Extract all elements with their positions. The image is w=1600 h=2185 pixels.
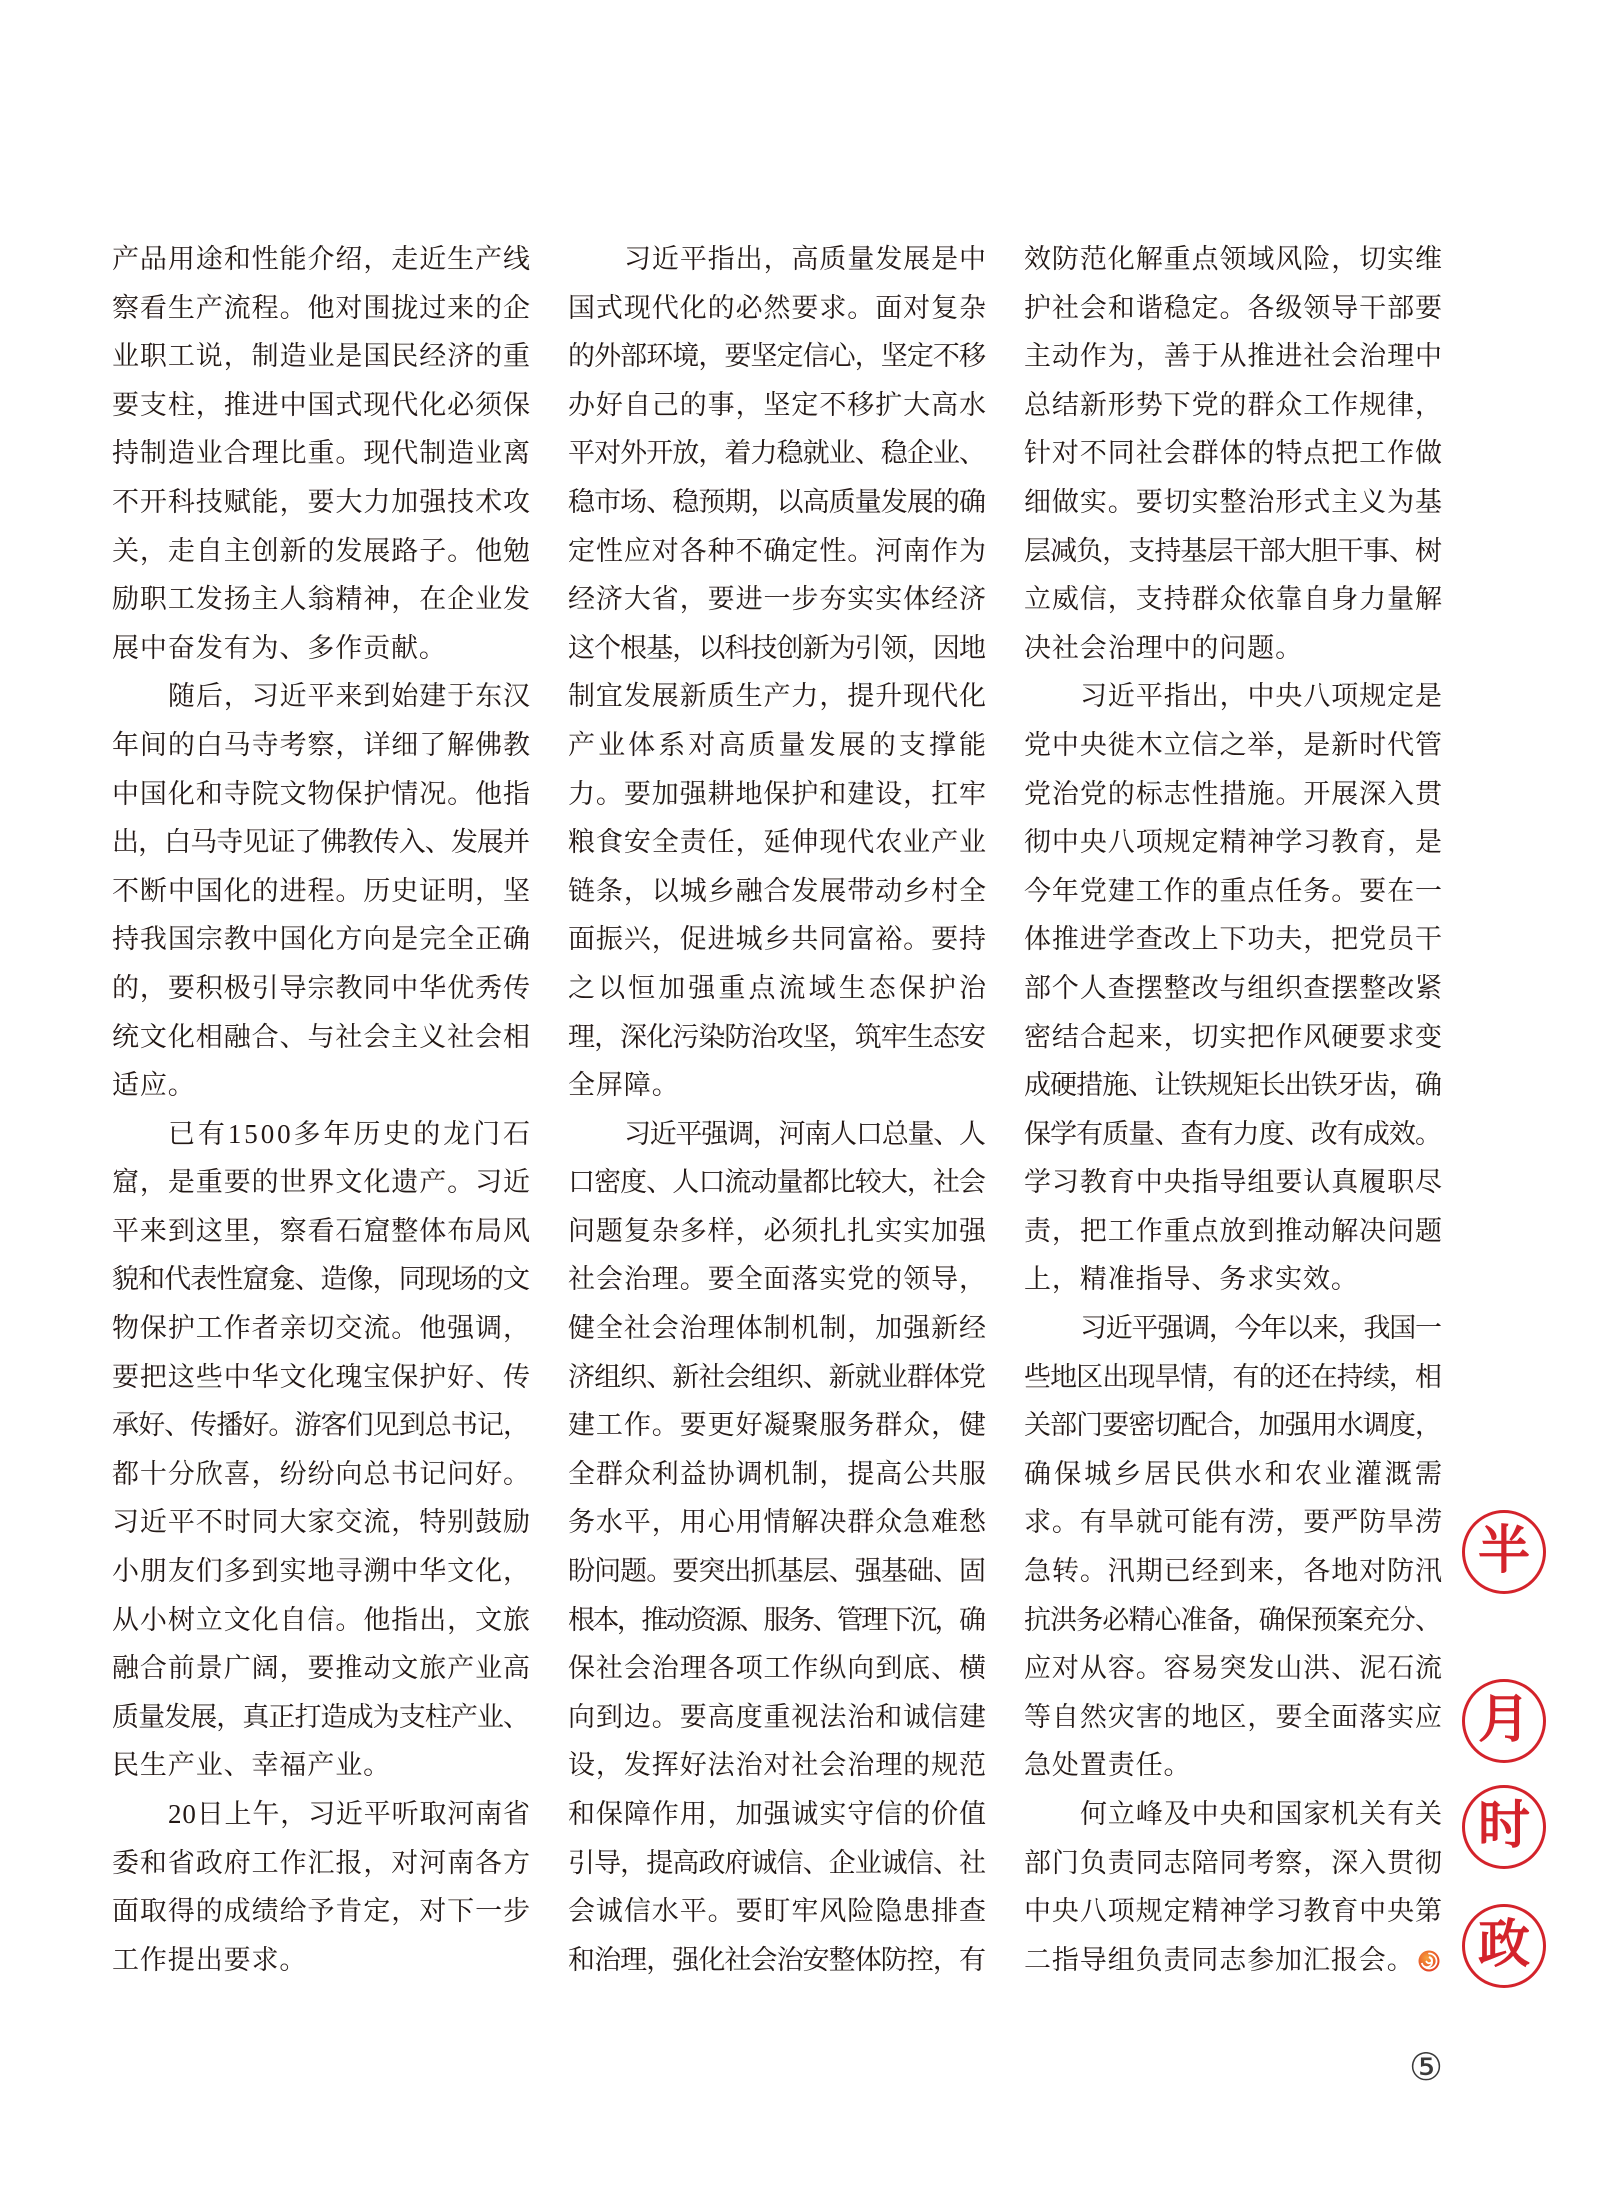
text-line: 出，白马寺见证了佛教传入、发展并	[112, 827, 530, 858]
paragraph	[568, 1110, 986, 1985]
text-line: 效防范化解重点领域风险，切实维	[1024, 244, 1443, 274]
text-line: 产品用途和性能介绍，走近生产线	[112, 244, 531, 274]
text-line: 持制造业合理比重。现代制造业离	[112, 438, 531, 469]
text-line: 党中央徙木立信之举，是新时代管	[1024, 729, 1443, 760]
text-line: 的外部环境，要坚定信心，坚定不移	[568, 341, 986, 372]
text-line: 向到边。要高度重视法治和诚信建	[568, 1701, 987, 1732]
text-line: 针对不同社会群体的特点把工作做	[1024, 438, 1443, 469]
text-line: 年间的白马寺考察，详细了解佛教	[112, 729, 531, 760]
text-line: 面取得的成绩给予肯定，对下一步	[112, 1896, 531, 1927]
text-line: 保学有质量、查有力度、改有成效。	[1024, 1118, 1442, 1149]
text-line: 窟，是重要的世界文化遗产。习近	[112, 1167, 531, 1198]
text-line: 要把这些中华文化瑰宝保护好、传	[112, 1361, 531, 1392]
text-line: 等自然灾害的地区，要全面落实应	[1024, 1701, 1443, 1732]
text-line: 求。有旱就可能有涝，要严防旱涝	[1024, 1507, 1443, 1538]
text-line: 务水平，用心用情解决群众急难愁	[568, 1507, 987, 1538]
text-line: 励职工发扬主人翁精神，在企业发	[112, 584, 531, 615]
text-line: 业职工说，制造业是国民经济的重	[112, 341, 531, 372]
text-line: 定性应对各种不确定性。河南作为	[568, 535, 987, 566]
paragraph	[568, 235, 990, 1110]
text-line: 关，走自主创新的发展路子。他勉	[112, 535, 531, 566]
text-line: 要支柱，推进中国式现代化必须保	[112, 389, 531, 420]
text-line: 体推进学查改上下功夫，把党员干	[1024, 924, 1443, 955]
text-line: 经济大省，要进一步夯实实体经济	[568, 584, 987, 615]
text-line: 上，精准指导、务求实效。	[1024, 1264, 1359, 1295]
text-line: 抗洪务必精心准备，确保预案充分、	[1024, 1604, 1442, 1635]
text-line: 彻中央八项规定精神学习教育，是	[1024, 827, 1443, 858]
text-line: 问题复杂多样，必须扎扎实实加强	[568, 1215, 987, 1246]
text-line: 责，把工作重点放到推动解决问题	[1024, 1215, 1443, 1246]
text-line: 粮食安全责任，延伸现代农业产业	[568, 827, 987, 858]
section-label	[1462, 0, 1546, 2185]
text-line: 理，深化污染防治攻坚，筑牢生态安	[568, 1021, 986, 1052]
text-line: 保社会治理各项工作纵向到底、横	[568, 1653, 987, 1684]
text-line: 国式现代化的必然要求。面对复杂	[568, 292, 987, 323]
text-line: 急处置责任。	[1024, 1750, 1192, 1781]
paragraph	[1024, 1790, 1442, 1984]
text-line: 工作提出要求。	[112, 1944, 308, 1975]
text-line: 习近平指出，高质量发展是中	[624, 244, 987, 274]
text-line: 察看生产流程。他对围拢过来的企	[112, 292, 531, 323]
text-line: 适应。	[112, 1070, 196, 1101]
text-line: 今年党建工作的重点任务。要在一	[1024, 875, 1443, 906]
text-line: 统文化相融合、与社会主义社会相	[112, 1021, 531, 1052]
text-line: 20日上午，习近平听取河南省	[168, 1799, 531, 1829]
text-line: 护社会和谐稳定。各级领导干部要	[1024, 292, 1443, 323]
text-line: 细做实。要切实整治形式主义为基	[1024, 486, 1443, 517]
paragraph	[112, 235, 530, 672]
text-column-1	[112, 235, 533, 1984]
text-line: 全群众利益协调机制，提高公共服	[568, 1458, 987, 1489]
text-line: 济组织、新社会组织、新就业群体党	[568, 1361, 986, 1392]
text-column-3	[1024, 235, 1446, 1984]
text-line: 不开科技赋能，要大力加强技术攻	[112, 486, 531, 517]
text-line: 社会治理。要全面落实党的领导，	[568, 1264, 987, 1295]
text-line: 中国化和寺院文物保护情况。他指	[112, 778, 531, 809]
text-line: 都十分欣喜，纷纷向总书记问好。	[112, 1458, 531, 1489]
text-line: 貌和代表性窟龛、造像，同现场的文	[112, 1264, 530, 1295]
text-line: 办好自己的事，坚定不移扩大高水	[568, 389, 987, 420]
text-line: 何立峰及中央和国家机关有关	[1080, 1799, 1443, 1829]
text-line: 面振兴，促进城乡共同富裕。要持	[568, 924, 987, 955]
paragraph	[1024, 672, 1442, 1304]
text-line: 学习教育中央指导组要认真履职尽	[1024, 1167, 1443, 1198]
paragraph	[112, 1110, 533, 1790]
text-line: 习近平强调，河南人口总量、人	[624, 1118, 985, 1149]
end-mark-icon	[1417, 1949, 1441, 1973]
text-line: 物保护工作者亲切交流。他强调，	[112, 1313, 531, 1344]
text-line: 民生产业、幸福产业。	[112, 1750, 391, 1781]
text-line: 建工作。要更好凝聚服务群众，健	[568, 1410, 987, 1441]
text-line: 部门负责同志陪同考察，深入贯彻	[1024, 1847, 1443, 1878]
text-line: 随后，习近平来到始建于东汉	[168, 681, 531, 712]
section-label-char: 时	[1462, 1785, 1546, 1869]
page-number: ⑤	[1408, 2045, 1444, 2089]
text-line: 健全社会治理体制机制，加强新经	[568, 1313, 987, 1344]
text-line: 融合前景广阔，要推动文旅产业高	[112, 1653, 531, 1684]
text-line: 成硬措施、让铁规矩长出铁牙齿，确	[1024, 1070, 1442, 1101]
section-label-char: 政	[1462, 1904, 1546, 1988]
text-line: 会诚信水平。要盯牢风险隐患排查	[568, 1896, 987, 1927]
text-line: 部个人查摆整改与组织查摆整改紧	[1024, 972, 1443, 1003]
text-line	[1024, 1936, 1442, 1985]
text-column-2	[568, 235, 990, 1984]
text-line: 委和省政府工作汇报，对河南各方	[112, 1847, 531, 1878]
paragraph	[1024, 1304, 1446, 1790]
text-line: 立威信，支持群众依靠自身力量解	[1024, 584, 1443, 615]
text-line: 承好、传播好。游客们见到总书记，	[112, 1410, 530, 1441]
text-line: 主动作为，善于从推进社会治理中	[1024, 341, 1443, 372]
text-line: 盼问题。要突出抓基层、强基础、固	[568, 1556, 986, 1587]
text-line: 急转。汛期已经到来，各地对防汛	[1024, 1556, 1443, 1587]
text-line: 制宜发展新质生产力，提升现代化	[568, 681, 987, 712]
text-line: 引导，提高政府诚信、企业诚信、社	[568, 1847, 986, 1878]
text-line: 些地区出现旱情，有的还在持续，相	[1024, 1361, 1442, 1392]
text-line: 产业体系对高质量发展的支撑能	[568, 729, 990, 760]
text-line: 习近平指出，中央八项规定是	[1080, 681, 1443, 712]
text-line: 的，要积极引导宗教同中华优秀传	[112, 972, 531, 1003]
text-line: 关部门要密切配合，加强用水调度，	[1024, 1410, 1442, 1441]
text-line: 稳市场、稳预期，以高质量发展的确	[568, 486, 986, 517]
text-line: 小朋友们多到实地寻溯中华文化，	[112, 1556, 531, 1587]
paragraph	[1024, 235, 1442, 672]
text-line: 之以恒加强重点流域生态保护治	[568, 972, 990, 1003]
text-line: 和治理，强化社会治安整体防控，有	[568, 1944, 986, 1975]
text-line: 密结合起来，切实把作风硬要求变	[1024, 1021, 1443, 1052]
text-line: 确保城乡居民供水和农业灌溉需	[1024, 1458, 1446, 1489]
text-line: 和保障作用，加强诚实守信的价值	[568, 1799, 987, 1829]
text-line: 总结新形势下党的群众工作规律，	[1024, 389, 1443, 420]
text-line: 中央八项规定精神学习教育中央第	[1024, 1896, 1443, 1927]
text-line: 根本，推动资源、服务、管理下沉，确	[568, 1604, 984, 1635]
text-line: 展中奋发有为、多作贡献。	[112, 632, 447, 663]
section-label-char: 月	[1462, 1679, 1546, 1763]
text-line: 平对外开放，着力稳就业、稳企业、	[568, 438, 986, 469]
text-line: 持我国宗教中国化方向是完全正确	[112, 924, 531, 955]
text-line: 这个根基，以科技创新为引领，因地	[568, 632, 986, 663]
text-line: 平来到这里，察看石窟整体布局风	[112, 1215, 531, 1246]
text-line: 党治党的标志性措施。开展深入贯	[1024, 778, 1443, 809]
text-line: 已有1500多年历史的龙门石	[168, 1118, 533, 1149]
text-line: 力。要加强耕地保护和建设，扛牢	[568, 778, 987, 809]
text-line: 层减负，支持基层干部大胆干事、树	[1024, 535, 1442, 566]
text-line: 链条，以城乡融合发展带动乡村全	[568, 875, 987, 906]
text-line: 习近平不时同大家交流，特别鼓励	[112, 1507, 531, 1538]
text-line: 设，发挥好法治对社会治理的规范	[568, 1750, 987, 1781]
paragraph	[112, 1790, 530, 1984]
text-line: 习近平强调，今年以来，我国一	[1080, 1313, 1441, 1344]
text-line: 口密度、人口流动量都比较大，社会	[568, 1167, 986, 1198]
paragraph	[112, 672, 530, 1109]
text-line: 决社会治理中的问题。	[1024, 632, 1303, 663]
section-label-char: 半	[1462, 1510, 1546, 1594]
text-line: 不断中国化的进程。历史证明，坚	[112, 875, 531, 906]
text-line: 应对从容。容易突发山洪、泥石流	[1024, 1653, 1443, 1684]
text-line: 质量发展，真正打造成为支柱产业、	[112, 1701, 530, 1732]
text-line-text: 二指导组负责同志参加汇报会。	[1024, 1944, 1415, 1975]
text-line: 从小树立文化自信。他指出，文旅	[112, 1604, 531, 1635]
text-line: 全屏障。	[568, 1070, 680, 1101]
